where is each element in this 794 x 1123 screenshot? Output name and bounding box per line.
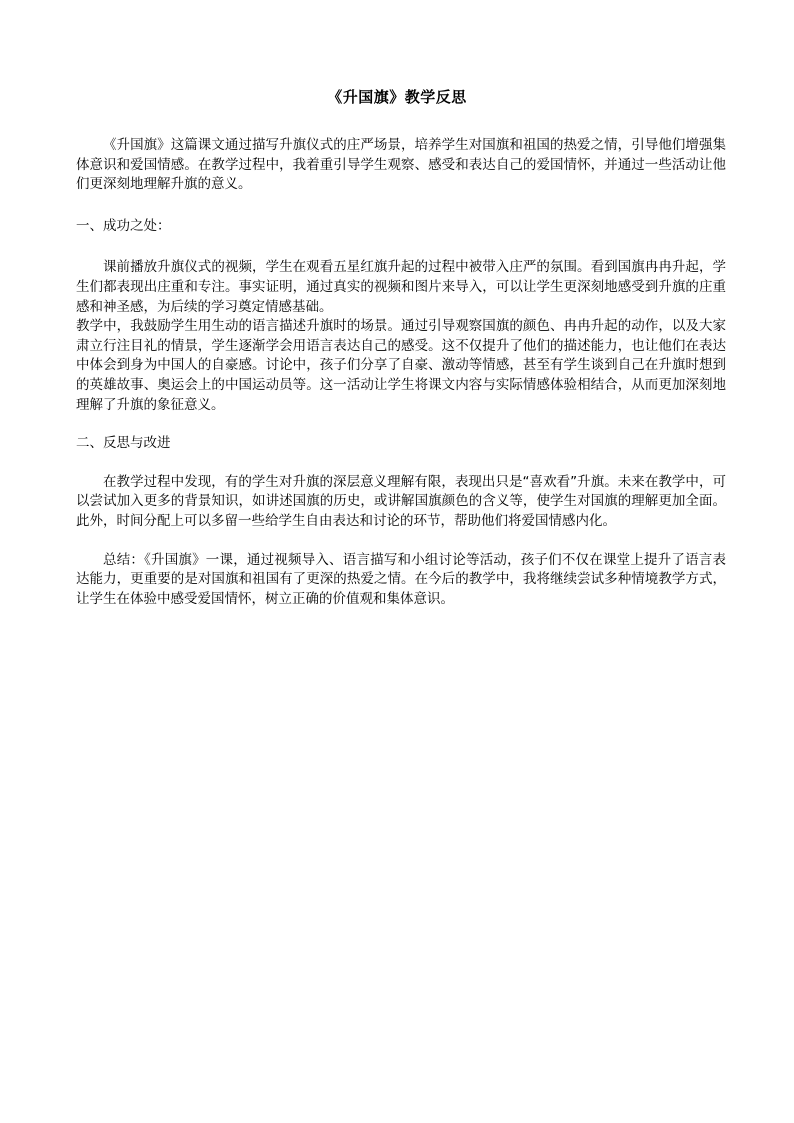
reflection-paragraph: 在教学过程中发现，有的学生对升旗的深层意义理解有限，表现出只是“喜欢看”升旗。未来在教学中，可以尝试加入更多的背景知识，如讲述国旗的历史，或讲解国旗颜色的含义等，使学生对国旗的理解更加全面。此外，时间分配上可以多留一些给学生自由表达和讨论的环节，帮助他们将爱国情感内化。 bbox=[76, 473, 726, 529]
success-paragraph-1: 课前播放升旗仪式的视频，学生在观看五星红旗升起的过程中被带入庄严的氛围。看到国旗冉冉升起，学生们都表现出庄重和专注。事实证明，通过真实的视频和图片来导入，可以让学生更深刻地感受到升旗的庄重感和神圣感，为后续的学习奠定情感基础。 bbox=[76, 259, 726, 315]
document-body bbox=[76, 136, 726, 609]
intro-paragraph: 《升国旗》这篇课文通过描写升旗仪式的庄严场景，培养学生对国旗和祖国的热爱之情，引导他们增强集体意识和爱国情感。在教学过程中，我着重引导学生观察、感受和表达自己的爱国情怀，并通过一些活动让他们更深刻地理解升旗的意义。 bbox=[76, 137, 726, 193]
success-paragraph-2: 教学中，我鼓励学生用生动的语言描述升旗时的场景。通过引导观察国旗的颜色、冉冉升起的动作，以及大家肃立行注目礼的情景，学生逐渐学会用语言表达自己的感受。这不仅提升了他们的描述能力，也让他们在表达中体会到身为中国人的自豪感。讨论中，孩子们分享了自豪、激动等情感，甚至有学生谈到自己在升旗时想到的英雄故事、奥运会上的中国运动员等。这一活动让学生将课文内容与实际情感体验相结合，从而更加深刻地理解了升旗的象征意义。 bbox=[76, 318, 726, 413]
summary-paragraph: 总结：《升国旗》一课，通过视频导入、语言描写和小组讨论等活动，孩子们不仅在课堂上提升了语言表达能力，更重要的是对国旗和祖国有了更深的热爱之情。在今后的教学中，我将继续尝试多种情境教学方式，让学生在体验中感受爱国情怀，树立正确的价值观和集体意识。 bbox=[76, 551, 726, 607]
section-heading-reflection: 二、反思与改进 bbox=[76, 435, 171, 452]
section-heading-success: 一、成功之处： bbox=[76, 217, 171, 234]
document-title: 《升国旗》教学反思 bbox=[327, 88, 467, 106]
